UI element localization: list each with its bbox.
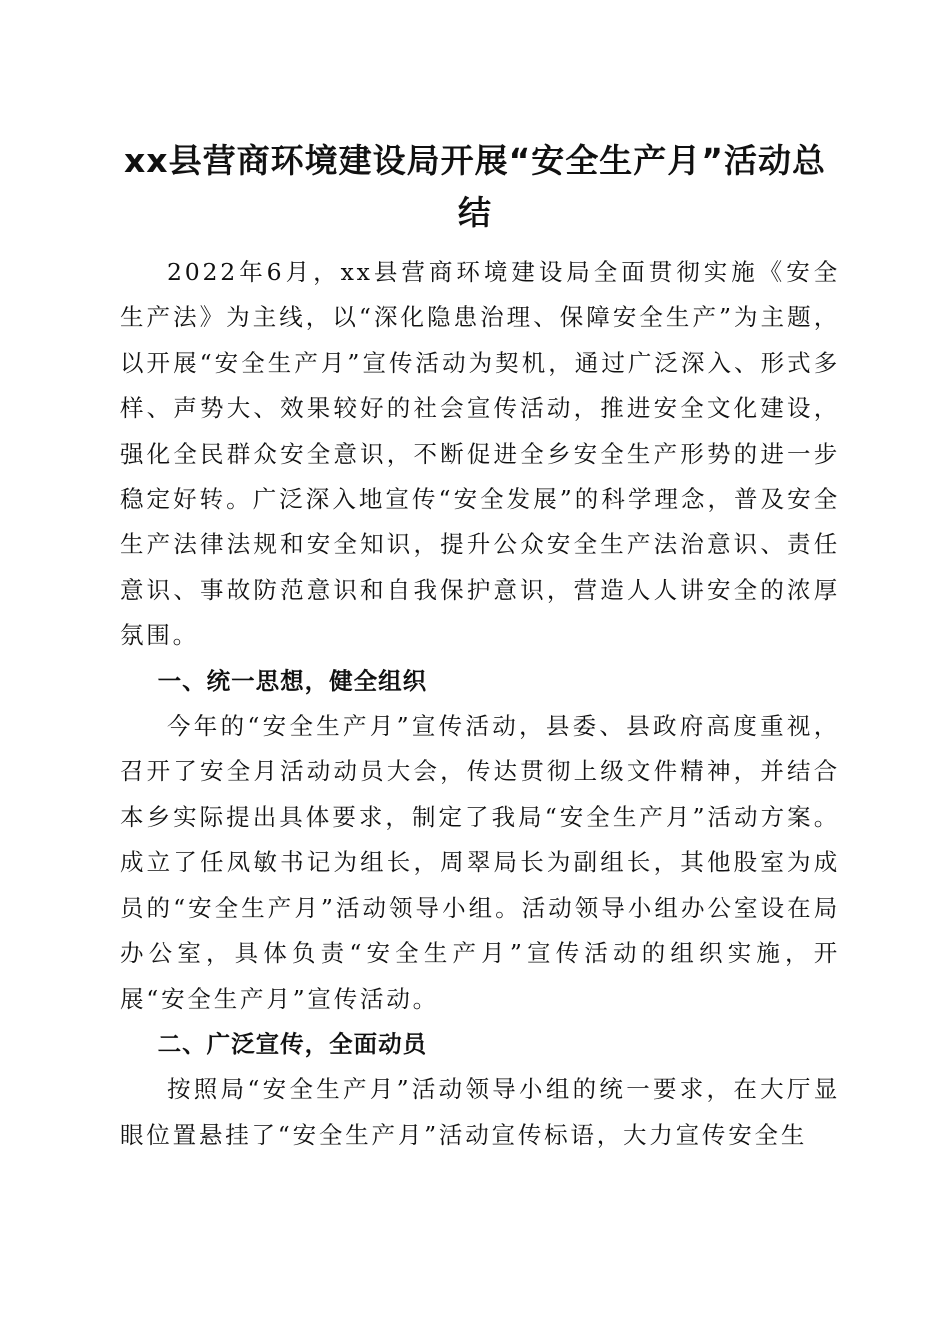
document-title: xx县营商环境建设局开展“安全生产月”活动总结 <box>124 141 826 232</box>
section-2-paragraph: 按照局“安全生产月”活动领导小组的统一要求，在大厅显眼位置悬挂了“安全生产月”活动宣传标语，大力宣传安全生 <box>120 1075 840 1149</box>
section-1-paragraph: 今年的“安全生产月”宣传活动，县委、县政府高度重视，召开了安全月活动动员大会，传达贯彻上级文件精神，并结合本乡实际提出具体要求，制定了我局“安全生产月”活动方案。成立了任凤敏书记为组长，周翠局长为副组长，其他股室为成员的“安全生产月”活动领导小组。活动领导小组办公室设在局办公室，具体负责“安全生产月”宣传活动的组织实施，开展“安全生产月”宣传活动。 <box>120 712 840 1013</box>
section-heading-2: 二、广泛宣传，全面动员 <box>157 1029 428 1058</box>
section-heading-1: 一、统一思想，健全组织 <box>157 666 428 695</box>
intro-paragraph: 2022年6月，xx县营商环境建设局全面贯彻实施《安全生产法》为主线，以“深化隐患治理、保障安全生产”为主题，以开展“安全生产月”宣传活动为契机，通过广泛深入、形式多样、声势大、效果较好的社会宣传活动，推进安全文化建设，强化全民群众安全意识，不断促进全乡安全生产形势的进一步稳定好转。广泛深入地宣传“安全发展”的科学理念，普及安全生产法律法规和安全知识，提升公众安全生产法治意识、责任意识、事故防范意识和自我保护意识，营造人人讲安全的浓厚氛围。 <box>120 258 840 650</box>
document-body <box>120 250 840 1158</box>
